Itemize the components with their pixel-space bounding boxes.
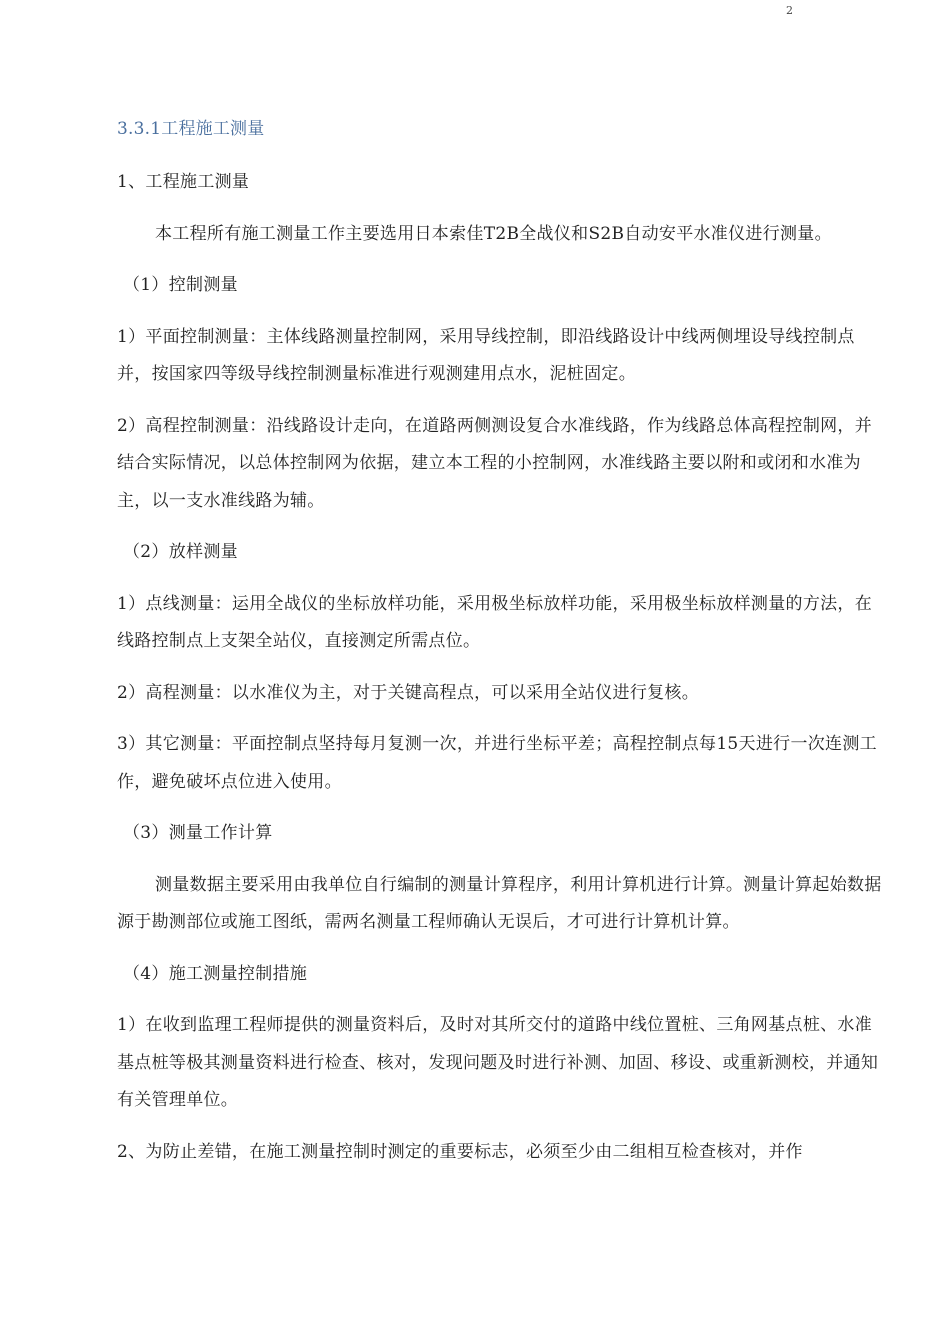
subsection-title: 1、工程施工测量 — [117, 172, 250, 192]
body-paragraph: 2、为防止差错，在施工测量控制时测定的重要标志，必须至少由二组相互检查核对，并作 — [117, 1141, 803, 1162]
item-title: （3）测量工作计算 — [123, 823, 273, 843]
body-paragraph: 本工程所有施工测量工作主要选用日本索佳T2B全战仪和S2B自动安平水准仪进行测量。 — [155, 223, 832, 244]
body-paragraph: 1）在收到监理工程师提供的测量资料后，及时对其所交付的道路中线位置桩、三角网基点桩、水准基点桩等极其测量资料进行检查、核对，发现问题及时进行补测、加固、移设、或重新测校，并通知有关管理单位。 — [117, 1015, 879, 1110]
item-title: （1）控制测量 — [123, 275, 238, 295]
body-paragraph: 测量数据主要采用由我单位自行编制的测量计算程序，利用计算机进行计算。测量计算起始数据源于勘测部位或施工图纸，需两名测量工程师确认无误后，才可进行计算机计算。 — [117, 874, 882, 932]
body-paragraph: 2）高程控制测量：沿线路设计走向，在道路两侧测设复合水准线路，作为线路总体高程控制网，并结合实际情况，以总体控制网为依据，建立本工程的小控制网，水准线路主要以附和或闭和水准为主，以一支水准线路为辅。 — [117, 415, 873, 511]
body-paragraph: 1）平面控制测量：主体线路测量控制网，采用导线控制，即沿线路设计中线两侧埋设导线控制点并，按国家四等级导线控制测量标准进行观测建用点水，泥桩固定。 — [117, 326, 855, 384]
body-paragraph: 3）其它测量：平面控制点坚持每月复测一次，并进行坐标平差；高程控制点每15天进行一次连测工作，避免破坏点位进入使用。 — [117, 734, 877, 792]
item-title: （4）施工测量控制措施 — [123, 963, 308, 984]
section-heading: 3.3.1工程施工测量 — [117, 119, 265, 139]
body-paragraph: 1）点线测量：运用全战仪的坐标放样功能，采用极坐标放样功能，采用极坐标放样测量的方法，在线路控制点上支架全站仪，直接测定所需点位。 — [117, 593, 873, 651]
item-title: （2）放样测量 — [123, 542, 238, 562]
page-number: 2 — [786, 4, 793, 17]
document-body — [117, 112, 887, 1185]
body-paragraph: 2）高程测量：以水准仪为主，对于关键高程点，可以采用全站仪进行复核。 — [117, 682, 700, 703]
